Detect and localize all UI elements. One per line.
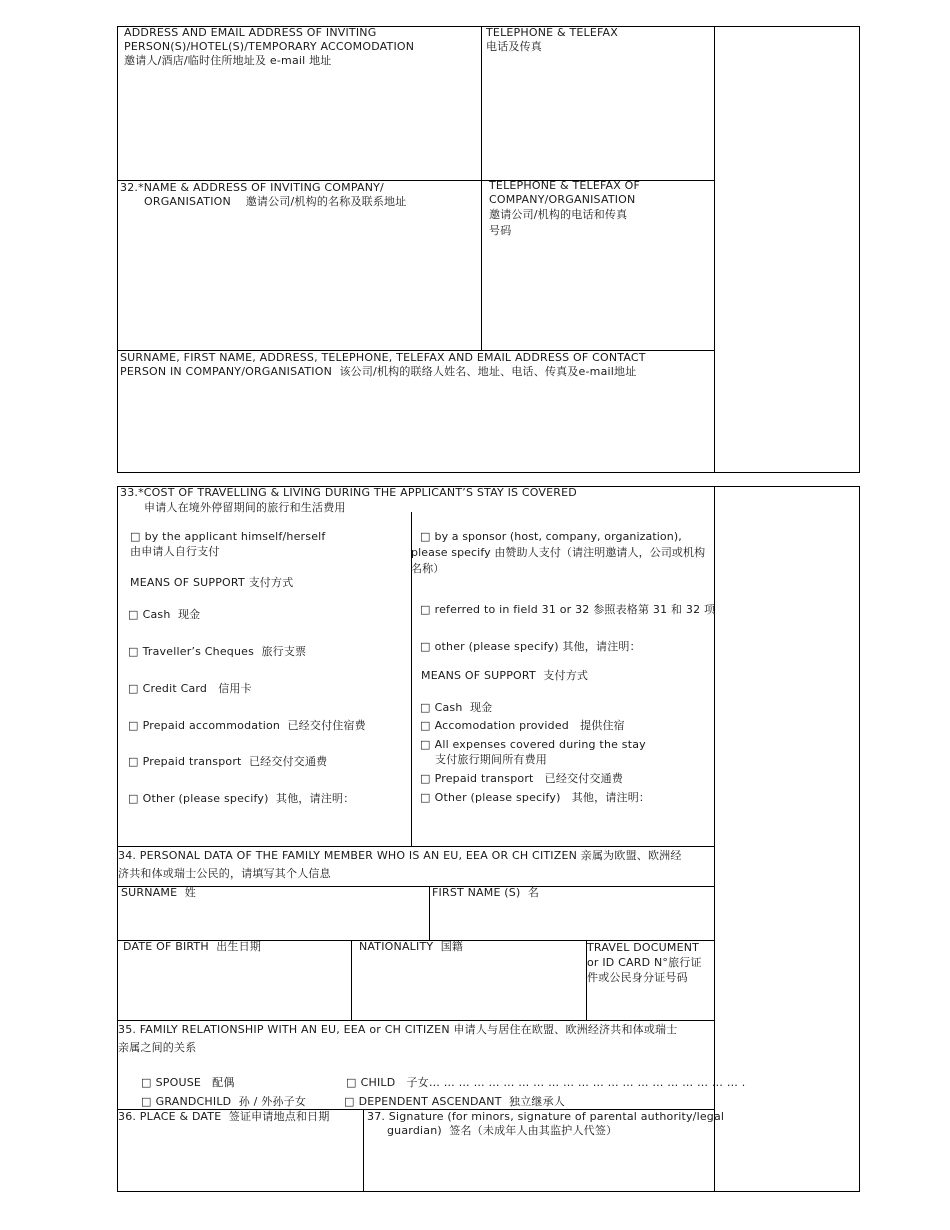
relationship-dependent-option[interactable]: □ DEPENDENT ASCENDANT 独立继承人 [344,1095,566,1108]
checkbox-icon[interactable]: □ [128,719,139,732]
checkbox-icon[interactable]: □ [420,603,431,616]
means-option-prepaid-transport[interactable]: □ Prepaid transport 已经交付交通费 [128,755,328,768]
inviting-address-label: ADDRESS AND EMAIL ADDRESS OF INVITING PERSON(S)/HOTEL(S)/TEMPORARY ACCOMODATION 邀请人/酒店/临时住所地址及 e-mail 地址 [124,26,415,67]
checkbox-icon[interactable]: □ [128,608,139,621]
checkbox-icon[interactable]: □ [128,645,139,658]
checkbox-icon[interactable]: □ [128,682,139,695]
family-member-title: 34. PERSONAL DATA OF THE FAMILY MEMBER WHO IS AN EU, EEA OR CH CITIZEN 亲属为欧盟、欧洲经 济共和体或瑞士公民的，请填写其个人信息 [118,849,682,880]
cost-coverage-title: 33.*COST OF TRAVELLING & LIVING DURING THE APPLICANT’S STAY IS COVERED 申请人在境外停留期间的旅行和生活费用 [120,486,577,514]
nationality-label: NATIONALITY 国籍 [359,940,464,953]
self-payment-option[interactable]: □ by the applicant himself/herself 由申请人自行支付 [130,530,326,558]
company-field[interactable] [118,214,480,349]
place-date-field[interactable] [118,1126,362,1190]
first-name-label: FIRST NAME (S) 名 [432,886,540,899]
company-label: 32.*NAME & ADDRESS OF INVITING COMPANY/ ORGANISATION 邀请公司/机构的名称及联系地址 [120,181,407,208]
side-column-divider [714,26,715,473]
travel-document-label: TRAVEL DOCUMENT or ID CARD N°旅行证 件或公民身分证号码 [587,941,702,984]
sponsor-other-option[interactable]: □ other (please specify) 其他，请注明： [420,640,641,653]
checkbox-icon[interactable]: □ [128,792,139,805]
checkbox-icon[interactable]: □ [141,1076,152,1089]
means-option-credit-card[interactable]: □ Credit Card 信用卡 [128,682,252,695]
relationship-spouse-option[interactable]: □ SPOUSE 配偶 [141,1076,235,1089]
date-of-birth-label: DATE OF BIRTH 出生日期 [123,940,262,953]
sponsor-referred-option[interactable]: □ referred to in field 31 or 32 参照表格第 31 和 32 项 [420,603,716,616]
date-of-birth-field[interactable] [118,956,350,1019]
company-telephone-field[interactable] [482,244,713,349]
checkbox-icon[interactable]: □ [420,772,431,785]
sponsor-option-cash[interactable]: □ Cash 现金 [420,701,493,714]
checkbox-icon[interactable]: □ [130,530,141,543]
family-relationship-title: 35. FAMILY RELATIONSHIP WITH AN EU, EEA or CH CITIZEN 申请人与居住在欧盟、欧洲经济共和体或瑞士 亲属之间的关系 [118,1023,678,1054]
means-option-other[interactable]: □ Other (please specify) 其他，请注明： [128,792,355,805]
first-name-field[interactable] [430,902,713,939]
means-of-support-label: MEANS OF SUPPORT 支付方式 [130,576,294,589]
telephone-field[interactable] [482,58,713,179]
checkbox-icon[interactable]: □ [346,1076,357,1089]
contact-person-field[interactable] [118,384,713,471]
sponsor-option-prepaid-transport[interactable]: □ Prepaid transport 已经交付交通费 [420,772,624,785]
telephone-label: TELEPHONE & TELEFAX 电话及传真 [486,26,618,53]
checkbox-icon[interactable]: □ [420,719,431,732]
sponsor-option-all-expenses[interactable]: □ All expenses covered during the stay 支付旅行期间所有费用 [420,738,646,766]
means-option-travellers-cheques[interactable]: □ Traveller’s Cheques 旅行支票 [128,645,307,658]
inviting-address-field[interactable] [118,72,480,179]
signature-label: 37. Signature (for minors, signature of parental authority/legal guardian) 签名（未成年人由其监护人代签） [367,1110,725,1137]
checkbox-icon[interactable]: □ [420,738,431,751]
checkbox-icon[interactable]: □ [420,701,431,714]
checkbox-icon[interactable]: □ [141,1095,152,1108]
surname-field[interactable] [118,902,428,939]
relationship-child-option[interactable]: □ CHILD 子女… … … … … … … … … … … … … … … … … … … … … . [346,1076,746,1089]
checkbox-icon[interactable]: □ [420,640,431,653]
means-option-cash[interactable]: □ Cash 现金 [128,608,201,621]
travel-document-field[interactable] [587,988,713,1019]
checkbox-icon[interactable]: □ [128,755,139,768]
checkbox-icon[interactable]: □ [420,791,431,804]
sponsor-option[interactable]: □ by a sponsor (host, company, organization), please specify 由赞助人支付（请注明邀请人，公司或机构名称） [411,530,706,575]
sponsor-option-accomodation[interactable]: □ Accomodation provided 提供住宿 [420,719,625,732]
checkbox-icon[interactable]: □ [420,530,431,543]
sponsor-option-other[interactable]: □ Other (please specify) 其他，请注明： [420,791,651,804]
means-option-prepaid-accommodation[interactable]: □ Prepaid accommodation 已经交付住宿费 [128,719,366,732]
company-telephone-label: TELEPHONE & TELEFAX OF COMPANY/ORGANISATION 邀请公司/机构的电话和传真 号码 [489,179,641,237]
checkbox-icon[interactable]: □ [344,1095,355,1108]
place-date-label: 36. PLACE & DATE 签证申请地点和日期 [118,1110,330,1123]
surname-label: SURNAME 姓 [121,886,196,899]
sponsor-means-label: MEANS OF SUPPORT 支付方式 [421,669,589,682]
relationship-grandchild-option[interactable]: □ GRANDCHILD 孙 / 外孙子女 [141,1095,307,1108]
nationality-field[interactable] [352,956,585,1019]
row-divider [117,886,715,887]
contact-person-label: SURNAME, FIRST NAME, ADDRESS, TELEPHONE, TELEFAX AND EMAIL ADDRESS OF CONTACT PERSON IN COMPANY/ORGANISATION 该公司/机构的联络人姓名、地址、电话、传真及e-mail地址 [120,351,646,378]
signature-field[interactable] [364,1142,713,1190]
